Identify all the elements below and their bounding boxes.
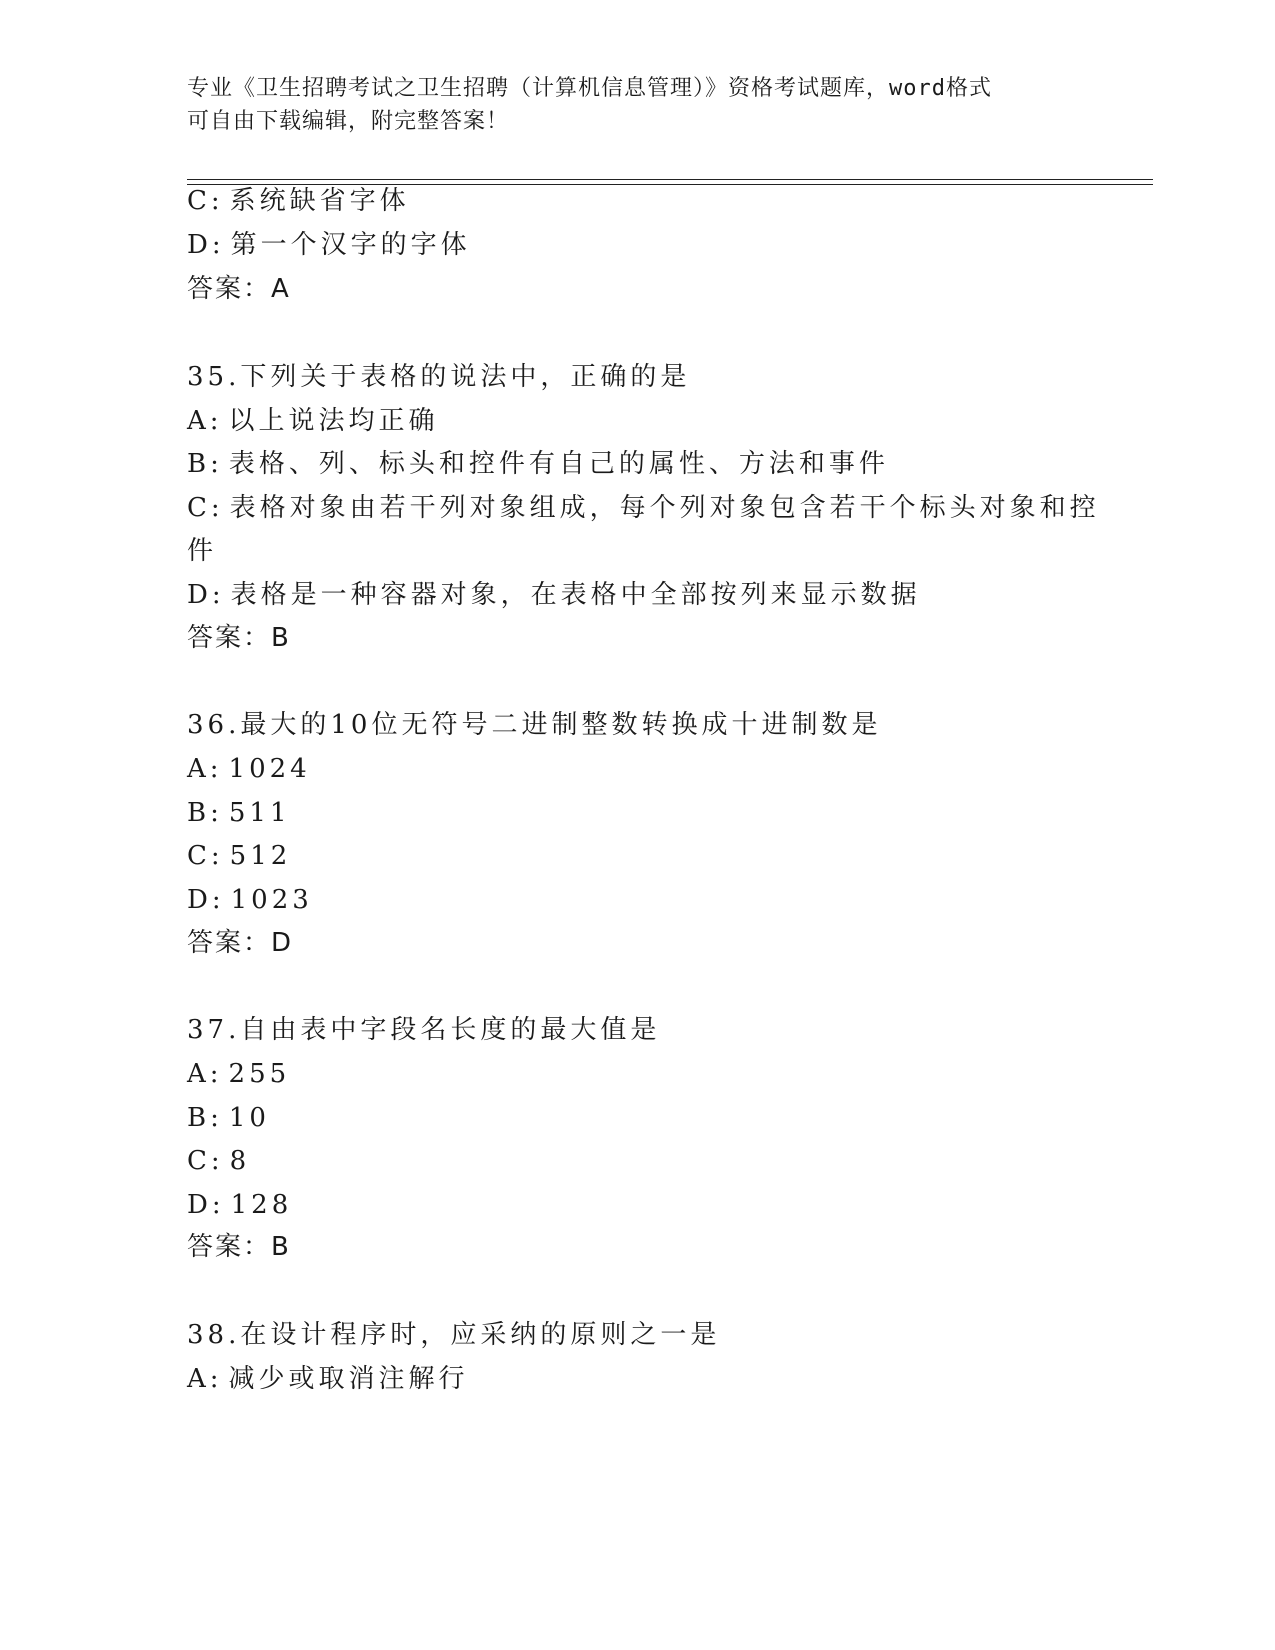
header-line-1: 专业《卫生招聘考试之卫生招聘（计算机信息管理）》资格考试题库，word格式 — [187, 76, 992, 101]
option-c-continuation — [187, 534, 217, 568]
question-number: 35. — [187, 362, 241, 392]
option-label: A: — [187, 406, 223, 436]
option-label: C: — [187, 186, 224, 216]
question-36-stem — [187, 708, 881, 742]
answer-line: 答案：B — [187, 1232, 291, 1262]
answer-line: 答案：D — [187, 928, 294, 958]
option-label: B: — [187, 798, 223, 828]
question-number: 37. — [187, 1015, 241, 1045]
option-c — [187, 839, 291, 873]
option-label: C: — [187, 493, 224, 523]
option-label: C: — [187, 841, 224, 871]
option-text: 1023 — [230, 885, 313, 915]
option-label: A: — [187, 754, 223, 784]
option-b — [187, 796, 291, 830]
question-35-stem — [187, 360, 690, 394]
option-text: 8 — [229, 1146, 251, 1176]
option-text: 表格对象由若干列对象组成，每个列对象包含若干个标头对象和控 — [229, 493, 1100, 523]
option-a — [187, 404, 439, 438]
option-text: 512 — [229, 841, 292, 871]
question-37-stem — [187, 1013, 660, 1047]
question-text: 最大的10位无符号二进制整数转换成十进制数是 — [240, 710, 882, 740]
answer-line: 答案：A — [187, 274, 291, 304]
option-b — [187, 447, 889, 481]
option-label: B: — [187, 1103, 223, 1133]
option-label: B: — [187, 449, 223, 479]
question-text: 下列关于表格的说法中，正确的是 — [240, 362, 691, 392]
option-text: 件 — [187, 536, 218, 566]
answer-line: 答案：B — [187, 623, 291, 653]
option-label: C: — [187, 1146, 224, 1176]
option-text: 表格是一种容器对象，在表格中全部按列来显示数据 — [230, 580, 921, 610]
option-d — [187, 1188, 292, 1222]
option-b — [187, 1101, 270, 1135]
option-text: 第一个汉字的字体 — [230, 230, 471, 260]
option-text: 10 — [228, 1103, 270, 1133]
question-text: 自由表中字段名长度的最大值是 — [240, 1015, 661, 1045]
option-text: 128 — [230, 1190, 293, 1220]
document-header — [187, 72, 1087, 138]
question-number: 38. — [187, 1320, 241, 1350]
option-d — [187, 883, 313, 917]
option-label: D: — [187, 230, 225, 260]
option-a — [187, 752, 311, 786]
option-label: D: — [187, 580, 225, 610]
option-d — [187, 578, 921, 612]
option-c — [187, 184, 410, 218]
header-line-2: 可自由下载编辑，附完整答案！ — [187, 109, 510, 134]
question-text: 在设计程序时，应采纳的原则之一是 — [240, 1320, 721, 1350]
option-c — [187, 1144, 250, 1178]
option-a — [187, 1057, 290, 1091]
option-text: 255 — [228, 1059, 291, 1089]
option-label: D: — [187, 1190, 225, 1220]
option-text: 1024 — [228, 754, 311, 784]
option-text: 表格、列、标头和控件有自己的属性、方法和事件 — [228, 449, 889, 479]
option-label: A: — [187, 1059, 223, 1089]
question-38-stem — [187, 1318, 720, 1352]
option-text: 以上说法均正确 — [228, 406, 439, 436]
option-text: 减少或取消注解行 — [228, 1364, 469, 1394]
question-number: 36. — [187, 710, 241, 740]
option-a — [187, 1362, 469, 1396]
option-c — [187, 491, 1100, 525]
option-label: D: — [187, 885, 225, 915]
option-label: A: — [187, 1364, 223, 1394]
option-text: 511 — [228, 798, 291, 828]
option-text: 系统缺省字体 — [229, 186, 410, 216]
header-divider-top — [187, 179, 1153, 180]
option-d — [187, 228, 471, 262]
